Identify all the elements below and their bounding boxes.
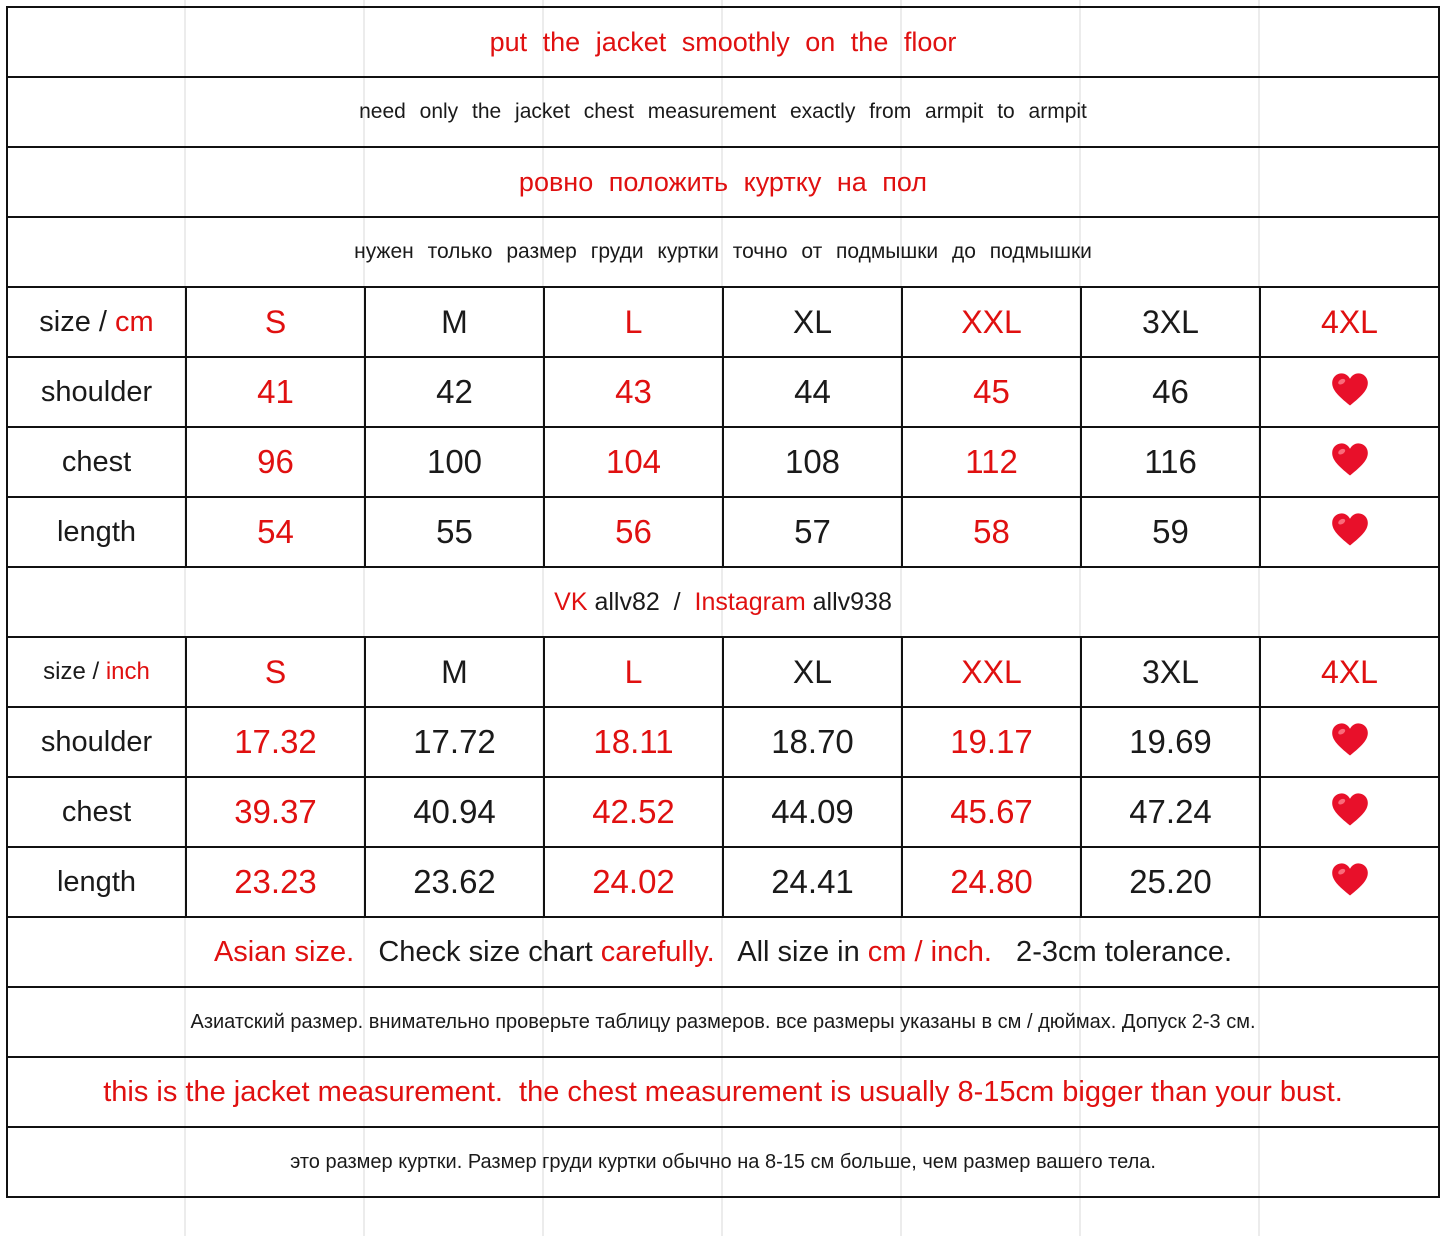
value-cell: 44 bbox=[723, 357, 902, 427]
heart-cell bbox=[1260, 847, 1439, 917]
size-chart-table bbox=[6, 6, 1440, 1198]
size-label-prefix: size / bbox=[43, 658, 106, 685]
value-cell: 116 bbox=[1081, 427, 1260, 497]
subtitle-en-row bbox=[7, 77, 1439, 147]
cm_table-row-length bbox=[7, 497, 1439, 567]
social-separator: / bbox=[659, 587, 695, 616]
heart-icon bbox=[1331, 441, 1369, 479]
title-ru: ровно положить куртку на пол bbox=[7, 147, 1439, 217]
value-cell: 39.37 bbox=[186, 777, 365, 847]
value-cell: 43 bbox=[544, 357, 723, 427]
heart-cell bbox=[1260, 427, 1439, 497]
value-cell: 41 bbox=[186, 357, 365, 427]
heart-icon bbox=[1331, 721, 1369, 759]
size-unit-label bbox=[7, 637, 186, 707]
size-header-4xl: 4XL bbox=[1260, 287, 1439, 357]
note-line-row bbox=[7, 917, 1439, 987]
value-cell: 104 bbox=[544, 427, 723, 497]
cm-table bbox=[7, 287, 1439, 567]
note-en-2-row bbox=[7, 1057, 1439, 1127]
note-ru-2: это размер куртки. Размер груди куртки обычно на 8-15 см больше, чем размер вашего тела. bbox=[7, 1127, 1439, 1197]
size-header-4xl: 4XL bbox=[1260, 637, 1439, 707]
note-ru-1: Азиатский размер. внимательно проверьте таблицу размеров. все размеры указаны в см / дюймах. Допуск 2-3 см. bbox=[7, 987, 1439, 1057]
value-cell: 45.67 bbox=[902, 777, 1081, 847]
note-tolerance: 2-3cm tolerance. bbox=[991, 935, 1233, 968]
value-cell: 59 bbox=[1081, 497, 1260, 567]
value-cell: 96 bbox=[186, 427, 365, 497]
row-label-length: length bbox=[7, 847, 186, 917]
row-label-shoulder: shoulder bbox=[7, 707, 186, 777]
value-cell: 19.17 bbox=[902, 707, 1081, 777]
unit-label: inch bbox=[105, 658, 150, 685]
cm_table-row-shoulder bbox=[7, 357, 1439, 427]
unit-label: cm bbox=[115, 305, 154, 338]
vk-handle: allv82 bbox=[587, 587, 660, 616]
subtitle-en: need only the jacket chest measurement exactly from armpit to armpit bbox=[7, 77, 1439, 147]
value-cell: 46 bbox=[1081, 357, 1260, 427]
value-cell: 55 bbox=[365, 497, 544, 567]
value-cell: 42.52 bbox=[544, 777, 723, 847]
subtitle-ru: нужен только размер груди куртки точно от подмышки до подмышки bbox=[7, 217, 1439, 287]
row-label-shoulder: shoulder bbox=[7, 357, 186, 427]
heart-cell bbox=[1260, 707, 1439, 777]
heart-icon bbox=[1331, 791, 1369, 829]
heart-icon bbox=[1331, 511, 1369, 549]
heart-cell bbox=[1260, 357, 1439, 427]
value-cell: 24.02 bbox=[544, 847, 723, 917]
inch_table-row-shoulder bbox=[7, 707, 1439, 777]
size-header-l: L bbox=[544, 637, 723, 707]
note-ru-1-row bbox=[7, 987, 1439, 1057]
cm_table-row-chest bbox=[7, 427, 1439, 497]
cm_table-header-row bbox=[7, 287, 1439, 357]
value-cell: 18.11 bbox=[544, 707, 723, 777]
value-cell: 47.24 bbox=[1081, 777, 1260, 847]
inch-table bbox=[7, 637, 1439, 917]
subtitle-ru-row bbox=[7, 217, 1439, 287]
note-asian-size: Asian size. bbox=[213, 935, 355, 968]
size-header-3xl: 3XL bbox=[1081, 287, 1260, 357]
note-line bbox=[7, 917, 1439, 987]
value-cell: 25.20 bbox=[1081, 847, 1260, 917]
heart-icon bbox=[1331, 861, 1369, 899]
title-ru-row bbox=[7, 147, 1439, 217]
value-cell: 57 bbox=[723, 497, 902, 567]
inch_table-header-row bbox=[7, 637, 1439, 707]
value-cell: 24.41 bbox=[723, 847, 902, 917]
value-cell: 108 bbox=[723, 427, 902, 497]
social-cell bbox=[7, 567, 1439, 637]
value-cell: 112 bbox=[902, 427, 1081, 497]
size-header-xxl: XXL bbox=[902, 637, 1081, 707]
note-carefully: carefully. bbox=[600, 935, 715, 968]
note-all-size: All size in bbox=[714, 935, 868, 968]
value-cell: 42 bbox=[365, 357, 544, 427]
value-cell: 58 bbox=[902, 497, 1081, 567]
size-header-xl: XL bbox=[723, 637, 902, 707]
row-label-chest: chest bbox=[7, 777, 186, 847]
value-cell: 44.09 bbox=[723, 777, 902, 847]
inch_table-row-chest bbox=[7, 777, 1439, 847]
size-header-m: M bbox=[365, 637, 544, 707]
size-unit-label bbox=[7, 287, 186, 357]
size-header-xxl: XXL bbox=[902, 287, 1081, 357]
value-cell: 19.69 bbox=[1081, 707, 1260, 777]
size-header-l: L bbox=[544, 287, 723, 357]
instagram-label: Instagram bbox=[694, 587, 806, 616]
value-cell: 100 bbox=[365, 427, 544, 497]
size-header-m: M bbox=[365, 287, 544, 357]
note-units: cm / inch. bbox=[867, 935, 992, 968]
value-cell: 24.80 bbox=[902, 847, 1081, 917]
instagram-handle: allv938 bbox=[805, 587, 892, 616]
inch_table-row-length bbox=[7, 847, 1439, 917]
heart-cell bbox=[1260, 777, 1439, 847]
value-cell: 17.72 bbox=[365, 707, 544, 777]
note-ru-2-row bbox=[7, 1127, 1439, 1197]
size-label-prefix: size / bbox=[39, 305, 116, 338]
value-cell: 23.62 bbox=[365, 847, 544, 917]
social-row bbox=[7, 567, 1439, 637]
value-cell: 18.70 bbox=[723, 707, 902, 777]
heart-cell bbox=[1260, 497, 1439, 567]
value-cell: 17.32 bbox=[186, 707, 365, 777]
value-cell: 54 bbox=[186, 497, 365, 567]
row-label-chest: chest bbox=[7, 427, 186, 497]
heart-icon bbox=[1331, 371, 1369, 409]
size-header-3xl: 3XL bbox=[1081, 637, 1260, 707]
vk-label: VK bbox=[554, 587, 588, 616]
row-label-length: length bbox=[7, 497, 186, 567]
value-cell: 45 bbox=[902, 357, 1081, 427]
value-cell: 56 bbox=[544, 497, 723, 567]
title-en-row bbox=[7, 7, 1439, 77]
size-header-xl: XL bbox=[723, 287, 902, 357]
size-header-s: S bbox=[186, 287, 365, 357]
value-cell: 40.94 bbox=[365, 777, 544, 847]
size-header-s: S bbox=[186, 637, 365, 707]
title-en: put the jacket smoothly on the floor bbox=[7, 7, 1439, 77]
value-cell: 23.23 bbox=[186, 847, 365, 917]
note-check-chart: Check size chart bbox=[354, 935, 601, 968]
note-en-2: this is the jacket measurement. the chest measurement is usually 8-15cm bigger than your bust. bbox=[7, 1057, 1439, 1127]
